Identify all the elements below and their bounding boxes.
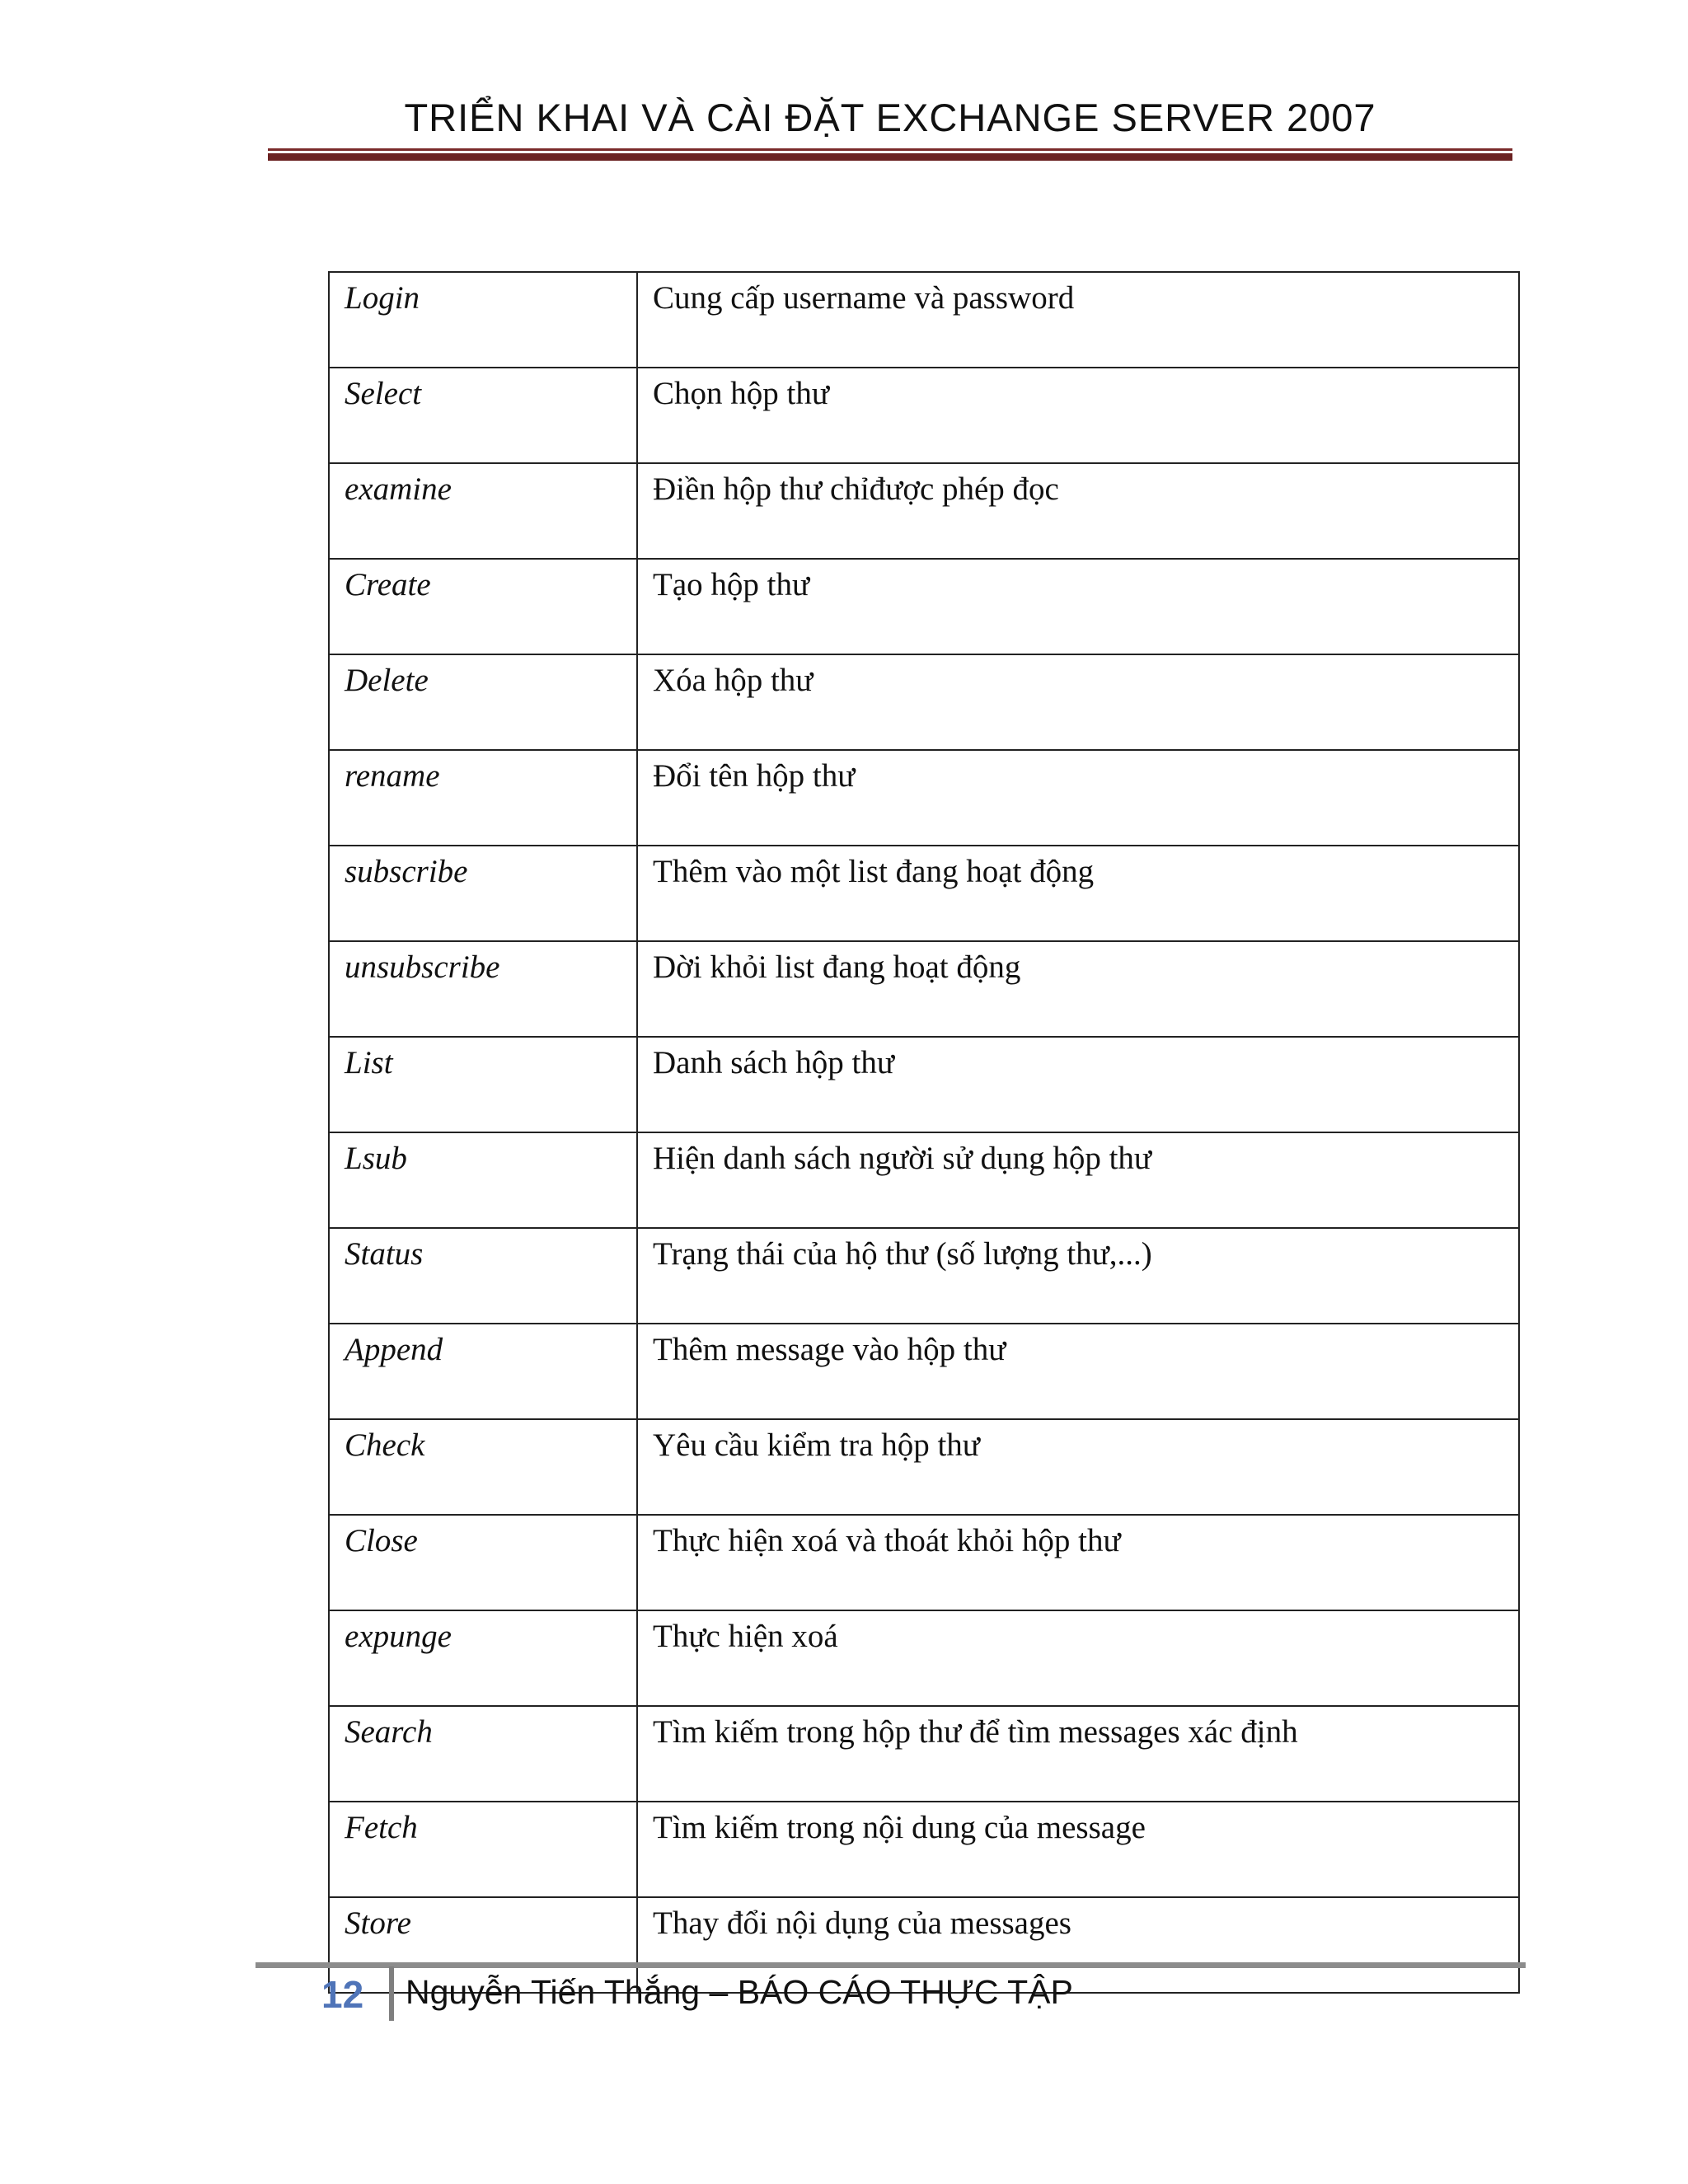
header-rule-thin [268, 148, 1512, 151]
description-cell: Thêm message vào hộp thư [637, 1324, 1519, 1419]
description-cell: Danh sách hộp thư [637, 1037, 1519, 1132]
command-cell: Close [329, 1515, 637, 1610]
description-cell: Chọn hộp thư [637, 368, 1519, 463]
header-rule [268, 148, 1512, 162]
table-row [329, 941, 1519, 1037]
footer-separator [389, 1966, 394, 2021]
description-cell: Yêu cầu kiểm tra hộp thư [637, 1419, 1519, 1515]
table-row [329, 272, 1519, 368]
description-cell: Hiện danh sách người sử dụng hộp thư [637, 1132, 1519, 1228]
table-row [329, 559, 1519, 654]
footer-text: Nguyễn Tiến Thắng – BÁO CÁO THỰC TẬP [406, 1973, 1073, 2011]
description-cell: Tìm kiếm trong hộp thư để tìm messages xác định [637, 1706, 1519, 1802]
command-cell: Store [329, 1897, 637, 1993]
command-cell: Lsub [329, 1132, 637, 1228]
table-row [329, 654, 1519, 750]
command-cell: List [329, 1037, 637, 1132]
description-cell: Thêm vào một list đang hoạt động [637, 846, 1519, 941]
table-row [329, 1802, 1519, 1897]
command-cell: Status [329, 1228, 637, 1324]
table-body [329, 272, 1519, 1993]
table-row [329, 1515, 1519, 1610]
command-cell: Fetch [329, 1802, 637, 1897]
command-cell: Create [329, 559, 637, 654]
command-cell: Search [329, 1706, 637, 1802]
description-cell: Cung cấp username và password [637, 272, 1519, 368]
page-header-title: TRIỂN KHAI VÀ CÀI ĐẶT EXCHANGE SERVER 2007 [404, 96, 1376, 139]
table-row [329, 1610, 1519, 1706]
command-cell: subscribe [329, 846, 637, 941]
description-cell: Đổi tên hộp thư [637, 750, 1519, 846]
command-cell: unsubscribe [329, 941, 637, 1037]
description-cell: Thay đổi nội dụng của messages [637, 1897, 1519, 1993]
command-cell: Delete [329, 654, 637, 750]
description-cell: Trạng thái của hộ thư (số lượng thư,...) [637, 1228, 1519, 1324]
command-cell: expunge [329, 1610, 637, 1706]
description-cell: Tạo hộp thư [637, 559, 1519, 654]
table-row [329, 1706, 1519, 1802]
table-row [329, 368, 1519, 463]
command-cell: Check [329, 1419, 637, 1515]
description-cell: Điền hộp thư chỉđược phép đọc [637, 463, 1519, 559]
table-row [329, 463, 1519, 559]
page-number: 12 [321, 1973, 364, 2016]
table-row [329, 1419, 1519, 1515]
table-row [329, 1132, 1519, 1228]
table-row [329, 1324, 1519, 1419]
description-cell: Thực hiện xoá và thoát khỏi hộp thư [637, 1515, 1519, 1610]
table-row [329, 846, 1519, 941]
command-cell: rename [329, 750, 637, 846]
command-cell: examine [329, 463, 637, 559]
command-cell: Append [329, 1324, 637, 1419]
header-rule-thick [268, 153, 1512, 161]
description-cell: Tìm kiếm trong nội dung của message [637, 1802, 1519, 1897]
command-cell: Select [329, 368, 637, 463]
description-cell: Xóa hộp thư [637, 654, 1519, 750]
table-row [329, 1228, 1519, 1324]
command-cell: Login [329, 272, 637, 368]
description-cell: Dời khỏi list đang hoạt động [637, 941, 1519, 1037]
footer-rule [256, 1962, 1526, 1968]
table-row [329, 750, 1519, 846]
imap-command-table [328, 271, 1520, 1994]
description-cell: Thực hiện xoá [637, 1610, 1519, 1706]
table-row [329, 1037, 1519, 1132]
